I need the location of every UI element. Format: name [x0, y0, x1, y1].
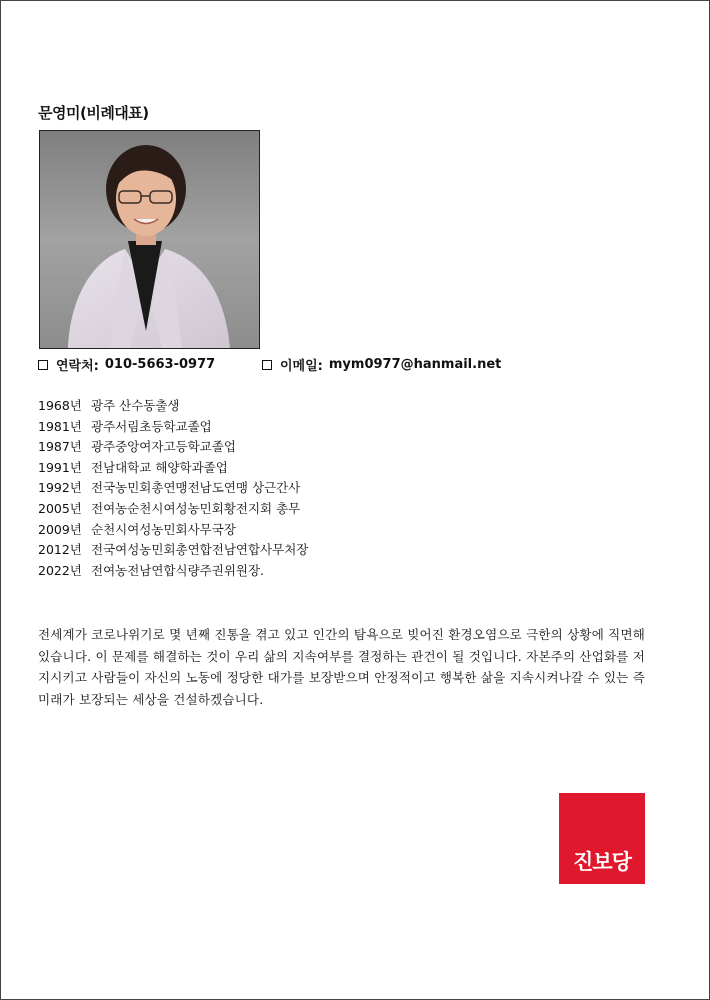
checkbox-icon — [38, 360, 48, 370]
history-year: 2022년 — [38, 562, 82, 578]
phone-contact — [38, 355, 215, 374]
history-text: 광주중앙여자고등학교졸업 — [91, 439, 236, 455]
candidate-statement: 전세계가 코로나위기로 몇 년째 진통을 겪고 있고 인간의 탐욕으로 빚어진 환경오염으로 극한의 상황에 직면해 있습니다. 이 문제를 해결하는 것이 우리 삶의 지속여부를 결정하는 관건이 될 것입니다. 자본주의 산업화를 저지시키고 사람들이 자신의 노동에 정당한 대가를 보장받으며 안정적이고 행복한 삶을 지속시켜나갈 수 있는 즉 미래가 보장되는 세상을 건설하겠습니다. — [38, 627, 645, 707]
history-year: 1968년 — [38, 398, 82, 413]
history-year: 2012년 — [38, 542, 82, 558]
email-address: mym0977@hanmail.net — [328, 357, 502, 372]
history-item — [38, 417, 308, 438]
history-text: 전국농민회총연맹전남도연맹 상근간사 — [91, 480, 301, 496]
history-item — [38, 396, 308, 417]
history-year: 1981년 — [38, 418, 82, 434]
history-item — [38, 561, 308, 582]
candidate-name: 문영미(비례대표) — [38, 104, 149, 122]
history-item — [38, 499, 308, 520]
history-text: 광주서림초등학교졸업 — [91, 418, 212, 434]
history-item — [38, 437, 308, 458]
history-year: 1991년 — [38, 459, 82, 475]
history-year: 2005년 — [38, 500, 82, 516]
history-item — [38, 478, 308, 499]
portrait-illustration — [40, 131, 259, 348]
history-year: 2009년 — [38, 521, 82, 537]
history-text: 전여농전남연합식량주권위원장. — [91, 562, 265, 578]
history-text: 광주 산수동출생 — [91, 398, 180, 413]
career-history — [38, 396, 308, 581]
phone-label: 연락처: — [56, 359, 99, 374]
history-year: 1992년 — [38, 480, 82, 496]
history-year: 1987년 — [38, 439, 82, 455]
party-logo-text: 진보당 — [573, 850, 631, 874]
history-item — [38, 458, 308, 479]
history-text: 전국여성농민회총연합전남연합사무처장 — [91, 542, 309, 558]
history-item — [38, 540, 308, 561]
party-logo — [559, 793, 645, 884]
phone-number: 010-5663-0977 — [104, 357, 216, 372]
email-contact — [262, 355, 501, 374]
email-label: 이메일: — [280, 359, 323, 374]
history-item — [38, 520, 308, 541]
history-text: 전여농순천시여성농민회황전지회 총무 — [91, 500, 301, 516]
history-text: 순천시여성농민회사무국장 — [91, 521, 236, 537]
portrait-photo — [39, 130, 260, 349]
history-text: 전남대학교 해양학과졸업 — [91, 459, 228, 475]
checkbox-icon — [262, 360, 272, 370]
